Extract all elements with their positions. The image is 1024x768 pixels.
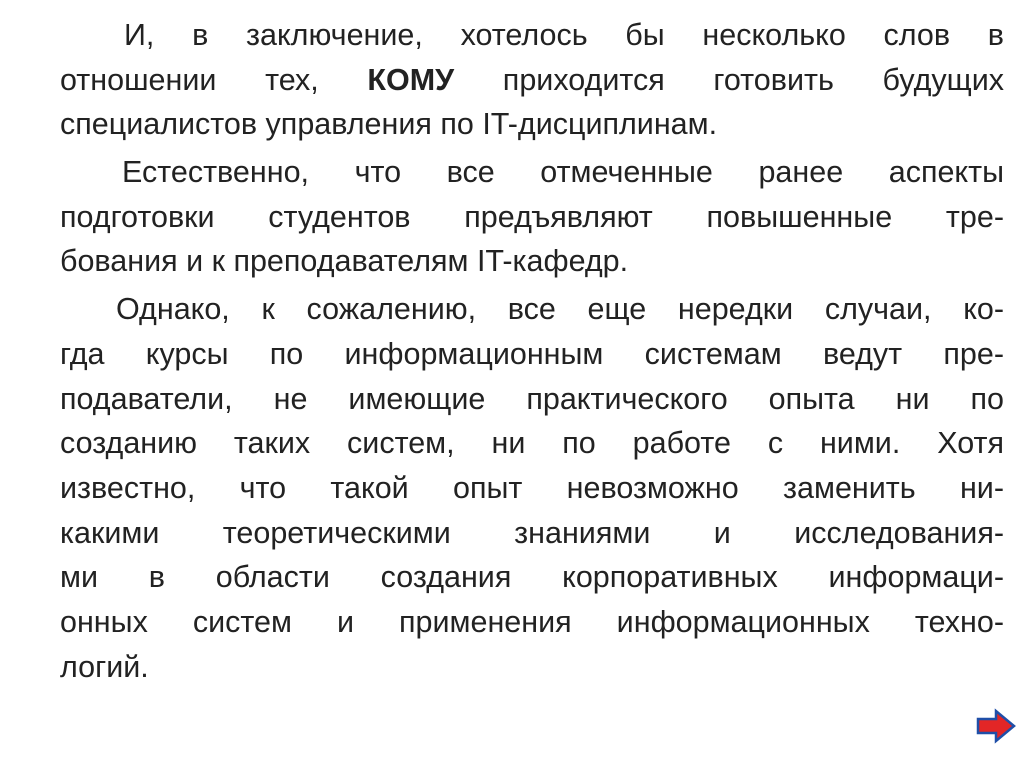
next-slide-button[interactable] [976, 708, 1016, 744]
paragraph-line [60, 58, 1004, 103]
paragraph-line: Естественно, что все отмеченные ранее аспекты [122, 155, 1004, 190]
text-segment: отношении тех, [60, 62, 368, 97]
paragraph-line: гда курсы по информационным системам ведут пре- [60, 336, 1004, 371]
paragraph-line: логий. [60, 649, 149, 684]
paragraph-line: какими теоретическими знаниями и исследования- [60, 515, 1004, 550]
right-arrow-icon [976, 708, 1016, 744]
paragraph-requirements [60, 150, 1004, 284]
paragraph-line: созданию таких систем, ни по работе с ними. Хотя [60, 426, 1004, 461]
slide-body [60, 13, 1004, 689]
paragraph-line: ми в области создания корпоративных информаци- [60, 560, 1004, 595]
paragraph-line: онных систем и применения информационных техно- [60, 604, 1004, 639]
paragraph-conclusion [60, 13, 1004, 147]
paragraph-teachers [60, 287, 1004, 689]
paragraph-line: подаватели, не имеющие практического опыта ни по [60, 381, 1004, 416]
text-segment: приходится готовить будущих [454, 62, 1004, 97]
paragraph-line: Однако, к сожалению, все еще нередки случаи, ко- [116, 292, 1004, 327]
paragraph-line: бования и к преподавателям IT-кафедр. [60, 244, 629, 279]
paragraph-line: специалистов управления по IT-дисциплинам. [60, 107, 718, 142]
emphasis-text: КОМУ [367, 62, 455, 97]
paragraph-line: И, в заключение, хотелось бы несколько слов в [124, 18, 1004, 52]
paragraph-line: подготовки студентов предъявляют повышенные тре- [60, 199, 1004, 234]
paragraph-line: известно, что такой опыт невозможно заменить ни- [60, 470, 1004, 505]
